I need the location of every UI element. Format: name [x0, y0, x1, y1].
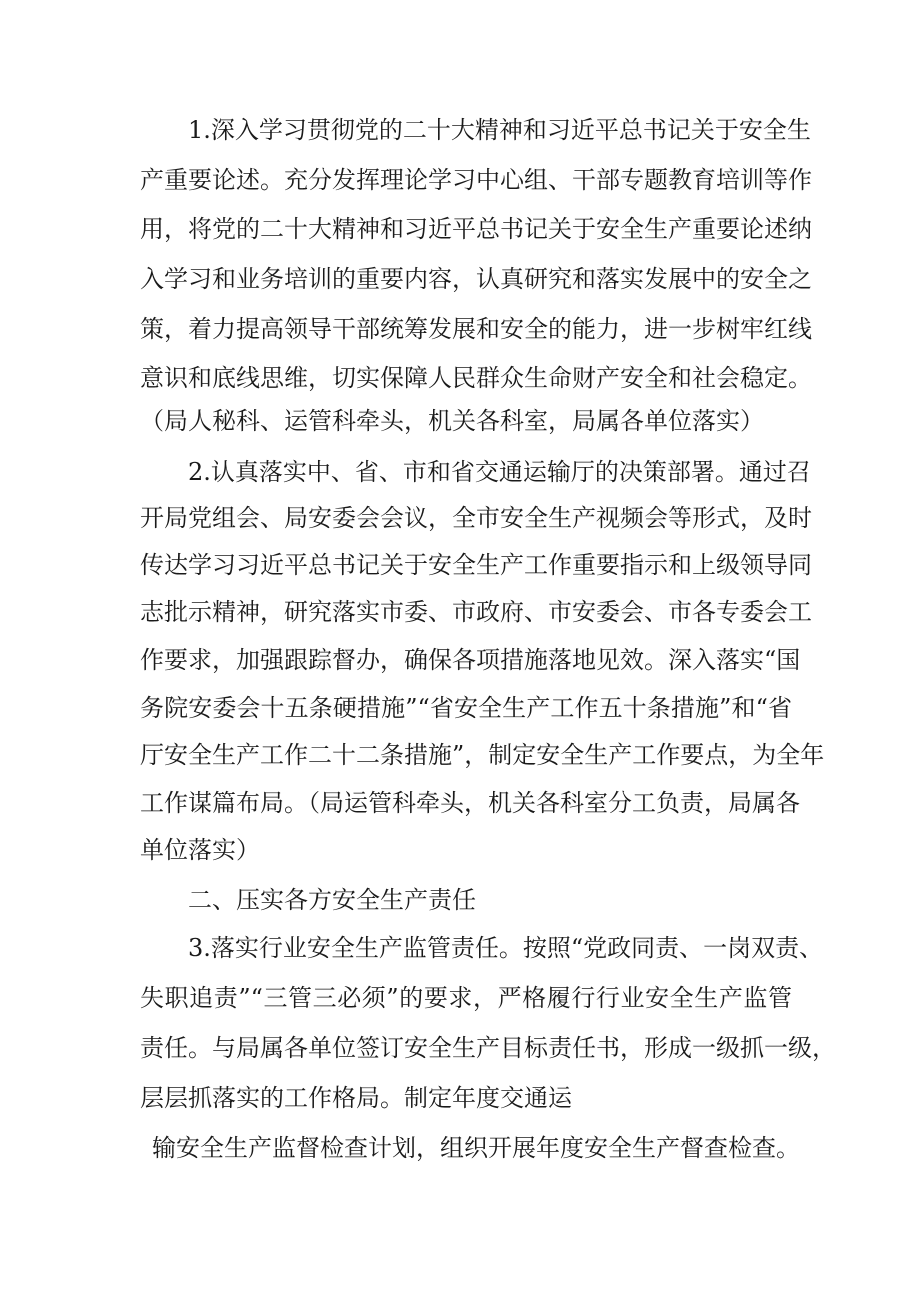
paragraph-1-line-5: 策，着力提高领导干部统筹发展和安全的能力，进一步树牢红线: [140, 315, 812, 343]
paragraph-3-line-4: 层层抓落实的工作格局。制定年度交通运: [140, 1084, 572, 1112]
paragraph-1-line-1: 1.深入学习贯彻党的二十大精神和习近平总书记关于安全生: [188, 116, 811, 144]
paragraph-2-line-2: 开局党组会、局安委会会议，全市安全生产视频会等形式，及时: [140, 504, 812, 532]
paragraph-1-line-2: 产重要论述。充分发挥理论学习中心组、干部专题教育培训等作: [140, 166, 812, 194]
paragraph-2-line-4: 志批示精神，研究落实市委、市政府、市安委会、市各专委会工: [140, 598, 812, 626]
paragraph-2-line-5: 作要求，加强跟踪督办，确保各项措施落地见效。深入落实“国: [140, 646, 801, 674]
paragraph-1-line-3: 用，将党的二十大精神和习近平总书记关于安全生产重要论述纳: [140, 215, 812, 243]
paragraph-2-line-1: 2.认真落实中、省、市和省交通运输厅的决策部署。通过召: [188, 458, 811, 486]
paragraph-1-line-7: （局人秘科、运管科牵头，机关各科室，局属各单位落实）: [140, 407, 764, 435]
paragraph-3-line-5: 输安全生产监督检查计划，组织开展年度安全生产督查检查。: [152, 1134, 800, 1162]
section-heading: 二、压实各方安全生产责任: [188, 886, 476, 914]
paragraph-2-line-8: 工作谋篇布局。（局运管科牵头，机关各科室分工负责，局属各: [140, 789, 800, 817]
paragraph-3-line-3: 责任。与局属各单位签订安全生产目标责任书，形成一级抓一级，: [140, 1034, 836, 1062]
paragraph-2-line-3: 传达学习习近平总书记关于安全生产工作重要指示和上级领导同: [140, 551, 812, 579]
paragraph-2-line-6: 务院安委会十五条硬措施”“省安全生产工作五十条措施”和“省: [140, 694, 792, 722]
paragraph-2-line-7: 厅安全生产工作二十二条措施”，制定安全生产工作要点，为全年: [140, 741, 825, 769]
paragraph-2-line-9: 单位落实）: [140, 836, 260, 864]
paragraph-3-line-1: 3.落实行业安全生产监管责任。按照“党政同责、一岗双责、: [188, 934, 824, 962]
paragraph-1-line-6: 意识和底线思维，切实保障人民群众生命财产安全和社会稳定。: [140, 364, 812, 392]
paragraph-1-line-4: 入学习和业务培训的重要内容，认真研究和落实发展中的安全之: [140, 265, 812, 293]
paragraph-3-line-2: 失职追责”“三管三必须”的要求，严格履行行业安全生产监管: [140, 984, 792, 1012]
